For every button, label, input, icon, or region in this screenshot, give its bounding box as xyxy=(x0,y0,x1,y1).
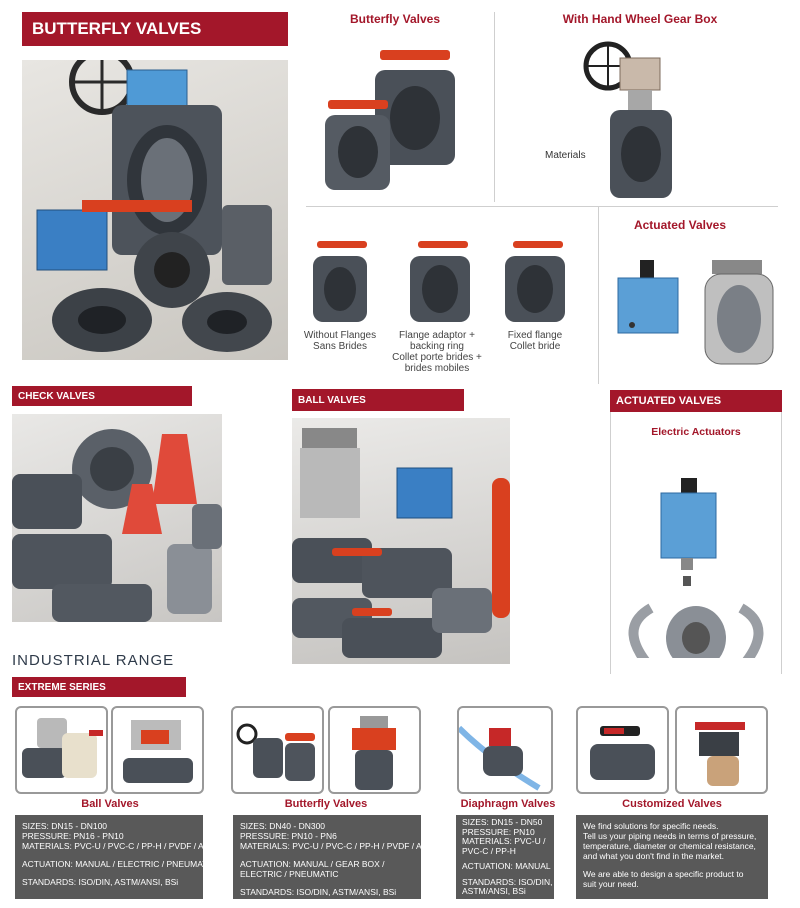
butterfly-valves-image xyxy=(320,40,480,190)
gear-box-valve-image xyxy=(580,38,690,198)
spec-line: SIZES: DN15 - DN100 xyxy=(22,821,108,831)
spec-line: STANDARDS: ISO/DIN, xyxy=(462,876,553,887)
butterfly-banner xyxy=(22,12,288,46)
butterfly-group-photo xyxy=(22,60,288,360)
spec-line: Tell us your piping needs in terms of pressure, xyxy=(583,831,757,841)
spec-line: ASTM/ANSI, BSi xyxy=(462,886,526,896)
industrial-range-heading: INDUSTRIAL RANGE xyxy=(12,652,175,669)
spec-line: temperature, diameter or chemical resistance, xyxy=(583,841,756,851)
product-butterfly-valves-specs xyxy=(233,815,434,899)
spec-line: MATERIALS: PVC-U / PVC-C / PP-H / PVDF / ABS xyxy=(22,841,216,851)
spec-line: STANDARDS: ISO/DIN, ASTM/ANSI, BSi xyxy=(240,887,397,897)
variant-fixed-flange-image xyxy=(495,236,575,326)
spec-line: SIZES: DN40 - DN300 xyxy=(240,821,326,831)
butterfly-valves-thumb-2 xyxy=(328,706,421,794)
spec-line: PVC-C / PP-H xyxy=(462,845,516,856)
divider-horizontal-top xyxy=(306,206,778,207)
electric-actuators-title: Electric Actuators xyxy=(651,426,741,438)
spec-line: and what you don't find in the market. xyxy=(583,851,725,861)
gear-box-title: With Hand Wheel Gear Box xyxy=(562,12,718,26)
extreme-series-banner-label: EXTREME SERIES xyxy=(18,681,106,693)
product-ball-valves-specs xyxy=(15,815,216,899)
customized-valves-thumb-1 xyxy=(576,706,669,794)
ball-valves-photo xyxy=(292,418,510,664)
ball-valves-thumb-2 xyxy=(111,706,204,794)
divider-top-2 xyxy=(598,206,599,384)
customized-valves-thumb-2 xyxy=(675,706,768,794)
extreme-series-banner xyxy=(12,677,186,697)
butterfly-valves-thumb-1 xyxy=(231,706,324,794)
variant-without-flanges-label: Without Flanges Sans Brides xyxy=(303,330,377,352)
product-customized-valves-title: Customized Valves xyxy=(622,798,722,810)
spec-line: ACTUATION: MANUAL / ELECTRIC / PNEUMATIC xyxy=(22,859,216,869)
actuated-valves-box xyxy=(610,412,782,674)
product-butterfly-valves-title: Butterfly Valves xyxy=(284,798,368,810)
variant-fixed-flange-label: Fixed flange Collet bride xyxy=(507,330,563,352)
variant-without-flanges-image xyxy=(305,236,375,326)
butterfly-group-illustration xyxy=(22,60,288,360)
spec-line: SIZES: DN15 - DN50 xyxy=(462,817,543,827)
actuated-valves-title: Actuated Valves xyxy=(633,218,727,232)
product-ball-valves-title: Ball Valves xyxy=(81,798,139,810)
spec-line: MATERIALS: PVC-U / PVC-C / PP-H / PVDF / ABS xyxy=(240,841,434,851)
spec-line: STANDARDS: ISO/DIN, ASTM/ANSI, BSi xyxy=(22,877,179,887)
spec-line: suit your need. xyxy=(583,879,639,889)
spec-line: ACTUATION: MANUAL xyxy=(462,861,551,871)
butterfly-valves-title: Butterfly Valves xyxy=(349,12,441,26)
check-valves-banner xyxy=(12,386,192,406)
actuated-valves-image xyxy=(610,240,780,370)
spec-line: PRESSURE: PN10 xyxy=(462,826,535,837)
ball-valves-banner-label: BALL VALVES xyxy=(298,394,366,406)
variant-flange-adaptor-image xyxy=(400,236,480,326)
materials-label: Materials xyxy=(545,150,586,161)
ball-valves-banner xyxy=(292,389,464,411)
product-diaphragm-valves-title: Diaphragm Valves xyxy=(460,798,556,810)
check-valves-photo xyxy=(12,414,222,622)
spec-line: PRESSURE: PN16 - PN10 xyxy=(22,831,124,841)
ball-valves-thumb-1 xyxy=(15,706,108,794)
product-diaphragm-valves-specs xyxy=(456,815,554,899)
spec-line: ACTUATION: MANUAL / GEAR BOX / xyxy=(240,859,385,869)
butterfly-banner-label: BUTTERFLY VALVES xyxy=(32,19,202,38)
variant-flange-adaptor-label: Flange adaptor + backing ring Collet porte brides + brides mobiles xyxy=(392,330,482,374)
actuated-valves-banner xyxy=(610,390,782,412)
diaphragm-valves-thumb xyxy=(457,706,553,794)
divider-top-1 xyxy=(494,12,495,202)
check-valves-banner-label: CHECK VALVES xyxy=(18,390,95,402)
spec-line: ELECTRIC / PNEUMATIC xyxy=(240,869,339,879)
spec-line: PRESSURE: PN10 - PN6 xyxy=(240,831,337,841)
spec-line: We are able to design a specific product to xyxy=(583,869,744,879)
electric-actuator-exploded-image xyxy=(611,438,781,658)
spec-line: We find solutions for specific needs. xyxy=(583,821,719,831)
actuated-valves-banner-label: ACTUATED VALVES xyxy=(616,395,722,407)
product-customized-valves-specs xyxy=(576,815,768,899)
spec-line: MATERIALS: PVC-U / xyxy=(462,836,546,846)
